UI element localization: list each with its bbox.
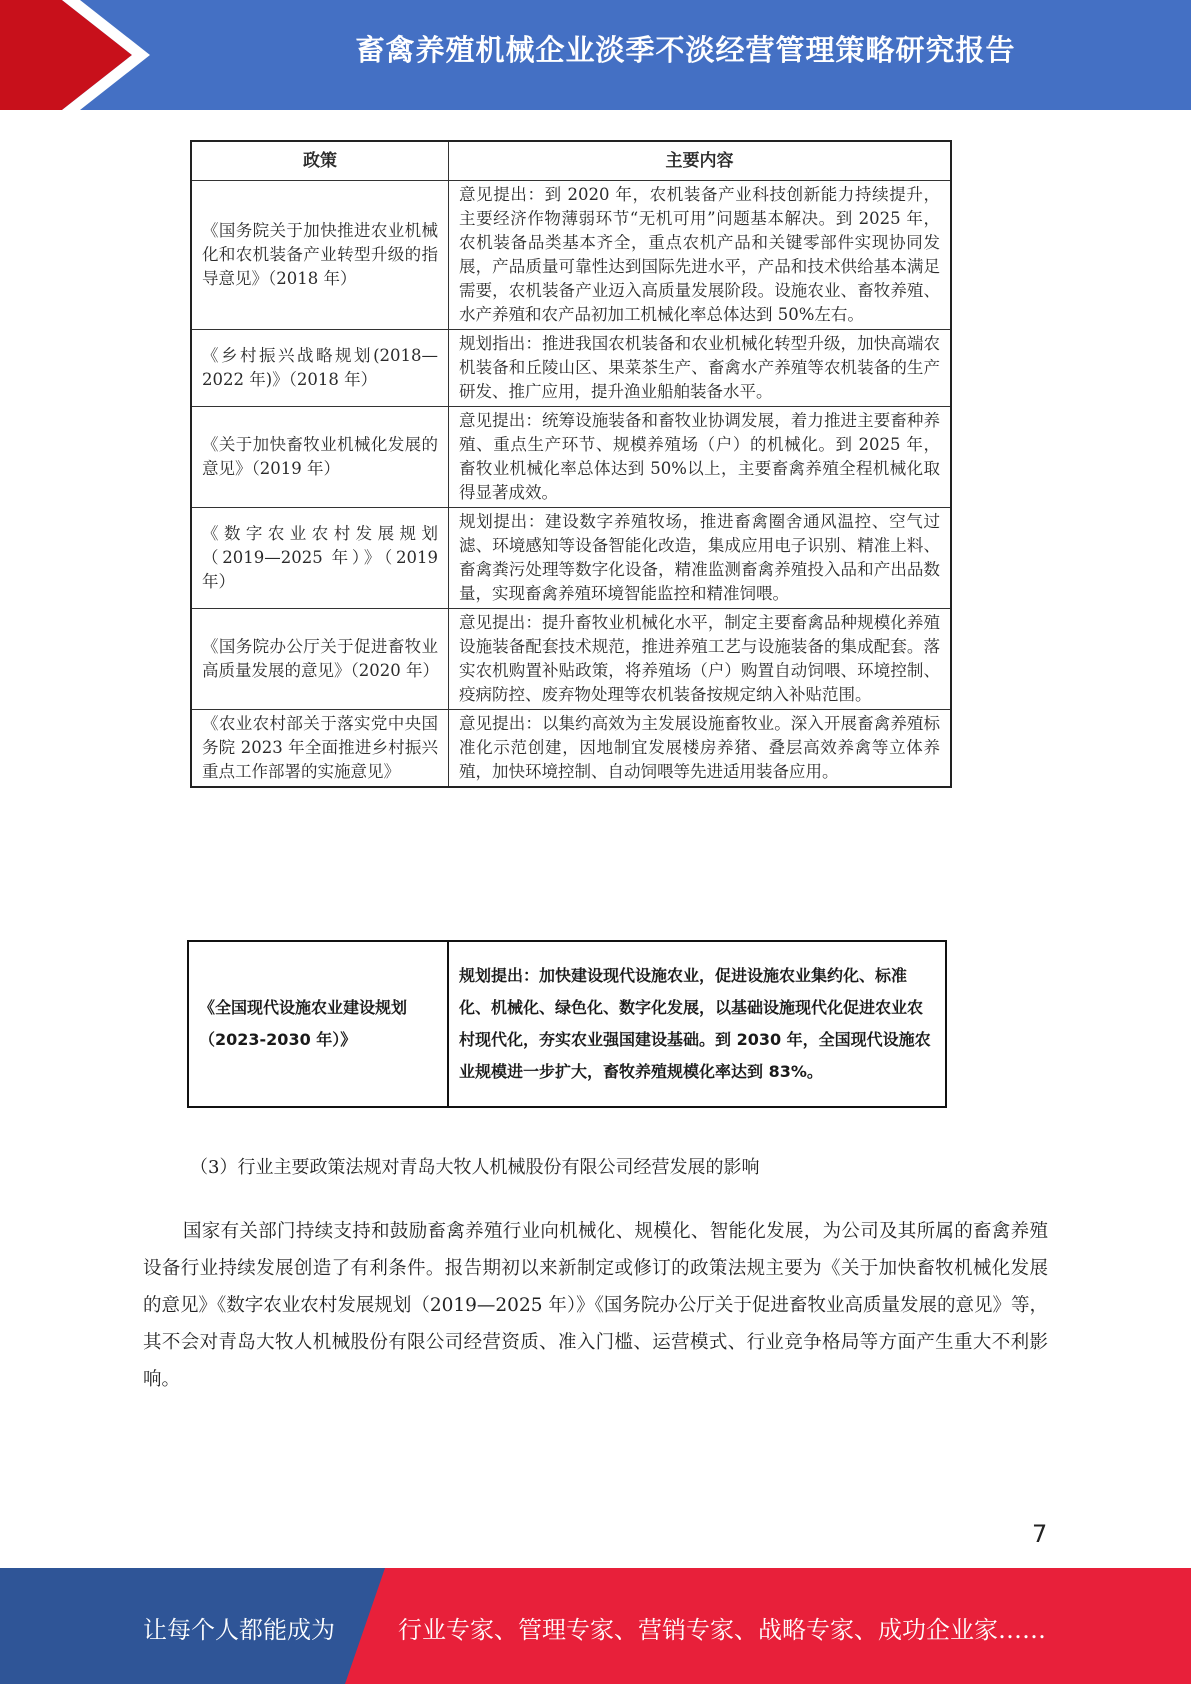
table-row bbox=[191, 609, 951, 710]
policy-content-cell: 规划指出：推进我国农机装备和农业机械化转型升级，加快高端农机装备和丘陵山区、果菜茶生产、畜禽水产养殖等农机装备的生产研发、推广应用，提升渔业船舶装备水平。 bbox=[449, 330, 952, 407]
section-heading: （3）行业主要政策法规对青岛大牧人机械股份有限公司经营发展的影响 bbox=[190, 1157, 760, 1178]
policy-name-cell: 《国务院关于加快推进农业机械化和农机装备产业转型升级的指导意见》（2018 年） bbox=[191, 181, 449, 330]
policy-content-cell: 意见提出：以集约高效为主发展设施畜牧业。深入开展畜禽养殖标准化示范创建，因地制宜发展楼房养猪、叠层高效养禽等立体养殖，加快环境控制、自动饲喂等先进适用装备应用。 bbox=[449, 710, 952, 788]
policy-name-cell: 《全国现代设施农业建设规划（2023-2030 年）》 bbox=[188, 941, 448, 1107]
policy-name-cell: 《农业农村部关于落实党中央国务院 2023 年全面推进乡村振兴重点工作部署的实施意见》 bbox=[191, 710, 449, 788]
policy-table bbox=[190, 140, 952, 788]
column-header-content: 主要内容 bbox=[449, 141, 952, 181]
footer-slogan-right: 行业专家、管理专家、营销专家、战略专家、成功企业家…… bbox=[398, 1616, 1046, 1644]
policy-content-cell: 意见提出：统筹设施装备和畜牧业协调发展，着力推进主要畜种养殖、重点生产环节、规模养殖场（户）的机械化。到 2025 年，畜牧业机械化率总体达到 50%以上，主要畜禽养殖全程机械化取得显著成效。 bbox=[449, 407, 952, 508]
page-header bbox=[0, 0, 1191, 110]
table-header-row bbox=[191, 141, 951, 181]
page-number: 7 bbox=[1032, 1520, 1048, 1548]
report-title: 畜禽养殖机械企业淡季不淡经营管理策略研究报告 bbox=[355, 33, 1016, 67]
policy-name-cell: 《国务院办公厅关于促进畜牧业高质量发展的意见》（2020 年） bbox=[191, 609, 449, 710]
page-footer bbox=[0, 1568, 1191, 1684]
policy-name-cell: 《关于加快畜牧业机械化发展的意见》（2019 年） bbox=[191, 407, 449, 508]
table-row bbox=[191, 407, 951, 508]
policy-content-cell: 意见提出：到 2020 年，农机装备产业科技创新能力持续提升，主要经济作物薄弱环节“无机可用”问题基本解决。到 2025 年，农机装备品类基本齐全，重点农机产品和关键零部件实现协同发展，产品质量可靠性达到国际先进水平，产品和技术供给基本满足需要，农机装备产业迈入高质量发展阶段。设施农业、畜牧养殖、水产养殖和农产品初加工机械化率总体达到 50%左右。 bbox=[449, 181, 952, 330]
policy-content-cell: 意见提出：提升畜牧业机械化水平，制定主要畜禽品种规模化养殖设施装备配套技术规范，推进养殖工艺与设施装备的集成配套。落实农机购置补贴政策，将养殖场（户）购置自动饲喂、环境控制、疫病防控、废弃物处理等农机装备按规定纳入补贴范围。 bbox=[449, 609, 952, 710]
column-header-policy: 政策 bbox=[191, 141, 449, 181]
table-row bbox=[191, 181, 951, 330]
footer-slogan-left: 让每个人都能成为 bbox=[143, 1616, 335, 1644]
table-row bbox=[191, 710, 951, 788]
policy-name-cell: 《乡村振兴战略规划(2018—2022 年)》（2018 年） bbox=[191, 330, 449, 407]
policy-content-cell: 规划提出：加快建设现代设施农业，促进设施农业集约化、标准化、机械化、绿色化、数字化发展，以基础设施现代化促进农业农村现代化，夯实农业强国建设基础。到 2030 年，全国现代设施农业规模进一步扩大，畜牧养殖规模化率达到 83%。 bbox=[448, 941, 946, 1107]
table-row bbox=[188, 941, 946, 1107]
policy-name-cell: 《数字农业农村发展规划（2019—2025 年）》（2019 年） bbox=[191, 508, 449, 609]
table-row bbox=[191, 508, 951, 609]
table-row bbox=[191, 330, 951, 407]
body-paragraph: 国家有关部门持续支持和鼓励畜禽养殖行业向机械化、规模化、智能化发展，为公司及其所属的畜禽养殖设备行业持续发展创造了有利条件。报告期初以来新制定或修订的政策法规主要为《关于加快畜牧机械化发展的意见》《数字农业农村发展规划（2019—2025 年）》《国务院办公厅关于促进畜牧业高质量发展的意见》等，其不会对青岛大牧人机械股份有限公司经营资质、准入门槛、运营模式、行业竞争格局等方面产生重大不利影响。 bbox=[143, 1221, 1048, 1390]
policy-content-cell: 规划提出：建设数字养殖牧场，推进畜禽圈舍通风温控、空气过滤、环境感知等设备智能化改造，集成应用电子识别、精准上料、畜禽粪污处理等数字化设备，精准监测畜禽养殖投入品和产出品数量，实现畜禽养殖环境智能监控和精准饲喂。 bbox=[449, 508, 952, 609]
plan-table bbox=[187, 940, 947, 1108]
